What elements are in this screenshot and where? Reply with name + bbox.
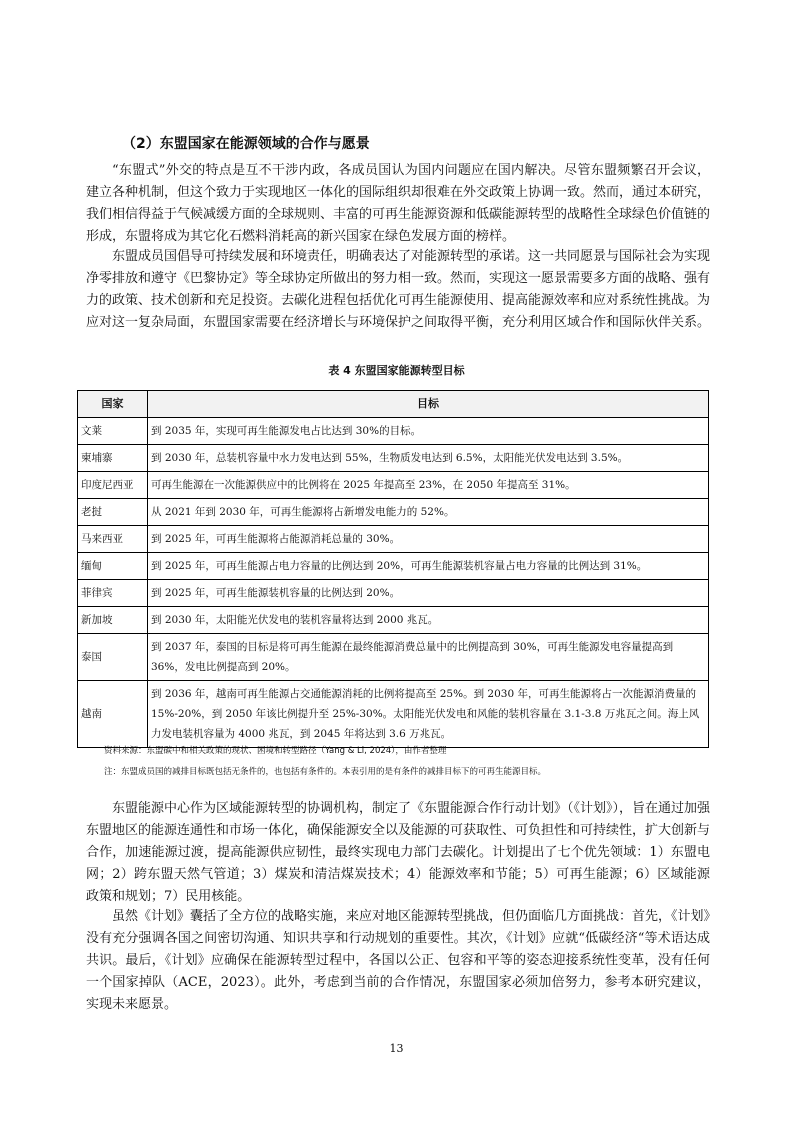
country-cell: 越南: [78, 681, 148, 748]
header-goal: 目标: [148, 391, 709, 418]
goal-cell: 到 2025 年，可再生能源装机容量的比例达到 20%。: [148, 580, 709, 607]
paragraph-asean-diplomacy: “东盟式”外交的特点是互不干涉内政，各成员国认为国内问题应在国内解决。尽管东盟频繁召开会议，建立各种机制，但这个致力于实现地区一体化的国际组织却很难在外交政策上协调一致。然而，通过本研究，我们相信得益于气候减缓方面的全球规则、丰富的可再生能源资源和低碳能源转型的战略性全球绿色价值链的形成，东盟将成为其它化石燃料消耗高的新兴国家在绿色发展方面的榜样。: [86, 163, 711, 244]
goal-cell: 到 2037 年，泰国的目标是将可再生能源在最终能源消费总量中的比例提高到 30%，可再生能源发电容量提高到 36%，发电比例提高到 20%。: [148, 634, 709, 681]
table-row: [78, 681, 709, 748]
table-source-note: 资料来源：东盟碳中和相关政策的现状、困境和转型路径（Yang & Li, 2024），由作者整理: [104, 746, 447, 756]
table-footnote: 注：东盟成员国的减排目标既包括无条件的，也包括有条件的。本表引用的是有条件的减排目标下的可再生能源目标。: [104, 767, 547, 777]
country-cell: 泰国: [78, 634, 148, 681]
table-row: [78, 580, 709, 607]
table-row: [78, 526, 709, 553]
table-row: [78, 553, 709, 580]
table-row: [78, 445, 709, 472]
goal-cell: 到 2025 年，可再生能源占电力容量的比例达到 20%，可再生能源装机容量占电力容量的比例达到 31%。: [148, 553, 709, 580]
country-cell: 柬埔寨: [78, 445, 148, 472]
country-cell: 菲律宾: [78, 580, 148, 607]
country-cell: 新加坡: [78, 607, 148, 634]
paragraph-ace-action-plan: 东盟能源中心作为区域能源转型的协调机构，制定了《东盟能源合作行动计划》（《计划》），旨在通过加强东盟地区的能源连通性和市场一体化，确保能源安全以及能源的可获取性、可负担性和可持续性，扩大创新与合作，加速能源过渡，提高能源供应韧性，最终实现电力部门去碳化。计划提出了七个优先领域：1）东盟电网；2）跨东盟天然气管道；3）煤炭和清洁煤炭技术；4）能源效率和节能；5）可再生能源；6）区域能源政策和规划；7）民用核能。: [86, 801, 711, 904]
goal-cell: 到 2036 年，越南可再生能源占交通能源消耗的比例将提高至 25%。到 2030 年，可再生能源将占一次能源消费量的 15%-20%，到 2050 年该比例提升至 25%-30%。太阳能光伏发电和风能的装机容量在 3.1-3.8 万兆瓦之间。海上风力发电装机容量为 4000 兆瓦，到 2045 年将达到 3.6 万兆瓦。: [148, 681, 709, 748]
paragraph-sustainability-commitment: 东盟成员国倡导可持续发展和环境责任，明确表达了对能源转型的承诺。这一共同愿景与国际社会为实现净零排放和遵守《巴黎协定》等全球协定所做出的努力相一致。然而，实现这一愿景需要多方面的战略、强有力的政策、技术创新和充足投资。去碳化进程包括优化可再生能源使用、提高能源效率和应对系统性挑战。为应对这一复杂局面，东盟国家需要在经济增长与环境保护之间取得平衡，充分利用区域合作和国际伙伴关系。: [86, 249, 711, 330]
country-cell: 文莱: [78, 418, 148, 445]
header-country: 国家: [78, 391, 148, 418]
energy-transition-goals-table: [77, 390, 709, 748]
table-header-row: [78, 391, 709, 418]
table-row: [78, 472, 709, 499]
country-cell: 老挝: [78, 499, 148, 526]
goal-cell: 可再生能源在一次能源供应中的比例将在 2025 年提高至 23%，在 2050 年提高至 31%。: [148, 472, 709, 499]
table-row: [78, 418, 709, 445]
section-heading: （2）东盟国家在能源领域的合作与愿景: [122, 136, 370, 152]
page-number: 13: [389, 1042, 404, 1055]
goal-cell: 到 2030 年，太阳能光伏发电的装机容量将达到 2000 兆瓦。: [148, 607, 709, 634]
country-cell: 缅甸: [78, 553, 148, 580]
country-cell: 马来西亚: [78, 526, 148, 553]
goal-cell: 从 2021 年到 2030 年，可再生能源将占新增发电能力的 52%。: [148, 499, 709, 526]
goal-cell: 到 2025 年，可再生能源将占能源消耗总量的 30%。: [148, 526, 709, 553]
country-cell: 印度尼西亚: [78, 472, 148, 499]
table-row: [78, 499, 709, 526]
table-row: [78, 607, 709, 634]
table-row: [78, 634, 709, 681]
goal-cell: 到 2030 年，总装机容量中水力发电达到 55%，生物质发电达到 6.5%，太阳能光伏发电达到 3.5%。: [148, 445, 709, 472]
table-caption: 表 4 东盟国家能源转型目标: [328, 364, 465, 377]
goal-cell: 到 2035 年，实现可再生能源发电占比达到 30%的目标。: [148, 418, 709, 445]
paragraph-plan-challenges: 虽然《计划》囊括了全方位的战略实施，来应对地区能源转型挑战，但仍面临几方面挑战：首先，《计划》没有充分强调各国之间密切沟通、知识共享和行动规划的重要性。其次，《计划》应就“低碳经济“等术语达成共识。最后，《计划》应确保在能源转型过程中，各国以公正、包容和平等的姿态迎接系统性变革，没有任何一个国家掉队（ACE，2023）。此外，考虑到当前的合作情况，东盟国家必须加倍努力，参考本研究建议，实现未来愿景。: [86, 909, 711, 1012]
